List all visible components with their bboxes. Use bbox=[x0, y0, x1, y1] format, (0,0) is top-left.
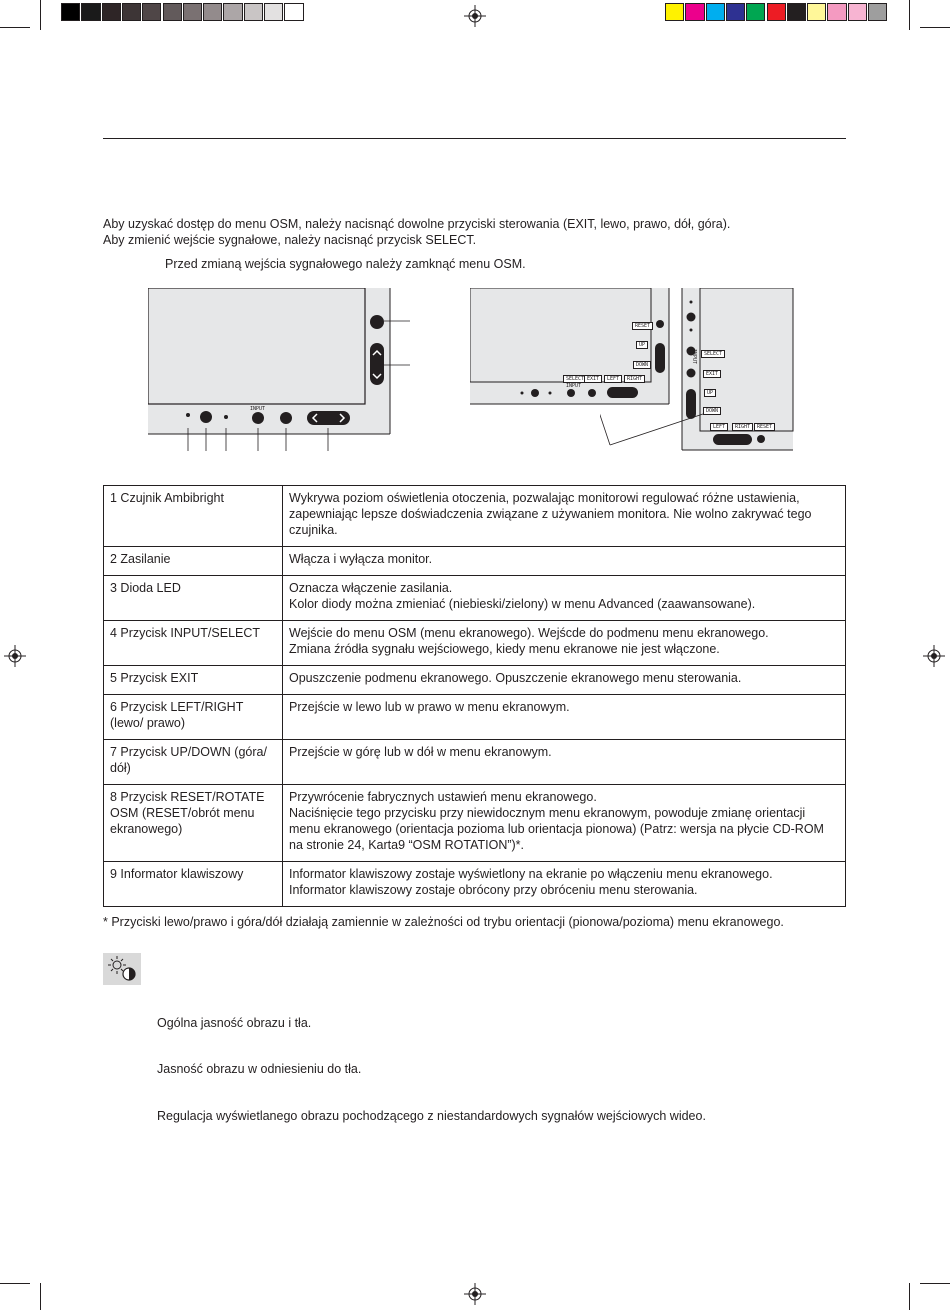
control-name: 4 Przycisk INPUT/SELECT bbox=[104, 621, 283, 666]
description-line: Przywrócenie fabrycznych ustawień menu ekranowego. bbox=[289, 790, 597, 804]
color-swatch bbox=[827, 3, 846, 21]
control-name: 6 Przycisk LEFT/RIGHT (lewo/ prawo) bbox=[104, 695, 283, 740]
description-line: Informator klawiszowy zostaje wyświetlony na ekranie po włączeniu menu ekranowego. bbox=[289, 867, 773, 881]
crop-mark bbox=[920, 27, 950, 28]
color-swatch bbox=[142, 3, 161, 21]
crop-mark bbox=[920, 1283, 950, 1284]
color-swatch bbox=[102, 3, 121, 21]
color-swatch bbox=[746, 3, 765, 21]
intro-line-1: Aby uzyskać dostęp do menu OSM, należy nacisnąć dowolne przyciski sterowania (EXIT, lewo, prawo, dół, góra). bbox=[103, 217, 731, 231]
color-swatch bbox=[122, 3, 141, 21]
video-adjust-description: Regulacja wyświetlanego obrazu pochodzącego z niestandardowych sygnałów wejściowych wideo. bbox=[157, 1109, 706, 1123]
color-swatch bbox=[767, 3, 786, 21]
table-row bbox=[104, 576, 846, 621]
color-swatch bbox=[726, 3, 745, 21]
portrait-label-down: DOWN bbox=[703, 407, 721, 415]
color-swatch bbox=[81, 3, 100, 21]
portrait-label-right: RIGHT bbox=[732, 423, 753, 431]
description-line: Zmiana źródła sygnału wejściowego, kiedy menu ekranowe nie jest włączone. bbox=[289, 642, 720, 656]
crop-mark bbox=[40, 0, 41, 30]
control-description bbox=[283, 862, 846, 907]
bezel-controls-illustration bbox=[148, 288, 418, 454]
description-line: Przejście w górę lub w dół w menu ekranowym. bbox=[289, 745, 552, 759]
osd-label-left: LEFT bbox=[604, 375, 622, 383]
description-line: Opuszczenie podmenu ekranowego. Opuszczenie ekranowego menu sterowania. bbox=[289, 671, 742, 685]
input-label: INPUT bbox=[250, 406, 266, 412]
color-swatch bbox=[223, 3, 242, 21]
crop-mark bbox=[909, 1283, 910, 1310]
color-swatch bbox=[284, 3, 303, 21]
color-swatch bbox=[203, 3, 222, 21]
note-text: Przed zmianą wejścia sygnałowego należy zamknąć menu OSM. bbox=[165, 257, 526, 271]
description-line: Włącza i wyłącza monitor. bbox=[289, 552, 433, 566]
intro-line-2: Aby zmienić wejście sygnałowe, należy nacisnąć przycisk SELECT. bbox=[103, 233, 477, 247]
control-description bbox=[283, 695, 846, 740]
crop-mark bbox=[909, 0, 910, 30]
osd-label-select: SELECT bbox=[563, 375, 587, 383]
crop-mark bbox=[0, 27, 30, 28]
color-swatch bbox=[163, 3, 182, 21]
control-name: 3 Dioda LED bbox=[104, 576, 283, 621]
control-name: 5 Przycisk EXIT bbox=[104, 666, 283, 695]
table-row bbox=[104, 666, 846, 695]
control-description bbox=[283, 785, 846, 862]
control-description bbox=[283, 576, 846, 621]
osd-label-right: RIGHT bbox=[624, 375, 645, 383]
control-description bbox=[283, 666, 846, 695]
contrast-description: Jasność obrazu w odniesieniu do tła. bbox=[157, 1062, 362, 1076]
osd-label-exit: EXIT bbox=[584, 375, 602, 383]
description-line: Przejście w lewo lub w prawo w menu ekranowym. bbox=[289, 700, 570, 714]
control-name: 2 Zasilanie bbox=[104, 547, 283, 576]
portrait-label-exit: EXIT bbox=[703, 370, 721, 378]
color-swatch bbox=[665, 3, 684, 21]
table-row bbox=[104, 740, 846, 785]
table-row bbox=[104, 695, 846, 740]
brightness-contrast-icon bbox=[103, 953, 141, 985]
header-rule bbox=[103, 138, 846, 139]
color-swatch bbox=[787, 3, 806, 21]
control-name: 9 Informator klawiszowy bbox=[104, 862, 283, 907]
color-swatch bbox=[244, 3, 263, 21]
footnote: * Przyciski lewo/prawo i góra/dół działają zamiennie w zależności od trybu orientacji (pionowa/pozioma) menu ekranowego. bbox=[103, 915, 784, 929]
registration-mark-icon bbox=[4, 645, 26, 667]
table-row bbox=[104, 547, 846, 576]
input-label-small: INPUT bbox=[566, 383, 582, 389]
control-name: 7 Przycisk UP/DOWN (góra/ dół) bbox=[104, 740, 283, 785]
control-description bbox=[283, 740, 846, 785]
table-row bbox=[104, 785, 846, 862]
crop-mark bbox=[0, 1283, 30, 1284]
osd-label-down: DOWN bbox=[633, 361, 651, 369]
color-swatch bbox=[848, 3, 867, 21]
color-swatch bbox=[868, 3, 887, 21]
osd-label-reset: RESET bbox=[632, 322, 653, 330]
control-description bbox=[283, 547, 846, 576]
description-line: Oznacza włączenie zasilania. bbox=[289, 581, 453, 595]
control-description bbox=[283, 621, 846, 666]
portrait-input-label: INPUT bbox=[691, 349, 697, 365]
color-swatch bbox=[183, 3, 202, 21]
registration-mark-icon bbox=[923, 645, 945, 667]
color-swatch bbox=[685, 3, 704, 21]
table-row bbox=[104, 621, 846, 666]
description-line: Kolor diody można zmieniać (niebieski/zielony) w menu Advanced (zaawansowane). bbox=[289, 597, 756, 611]
description-line: Wejście do menu OSM (menu ekranowego). Wejścde do podmenu menu ekranowego. bbox=[289, 626, 769, 640]
table-row bbox=[104, 862, 846, 907]
description-line: Naciśnięcie tego przycisku przy niewidocznym menu ekranowym, powoduje zmianę orientacji menu ekranowego (orientacja pozioma lub orientacja pionowa) (Patrz: wersja na płycie CD-ROM na stronie 24, Karta9 “OSM ROTATION”)*. bbox=[289, 806, 824, 852]
portrait-label-select: SELECT bbox=[701, 350, 725, 358]
portrait-label-reset: RESET bbox=[754, 423, 775, 431]
portrait-label-up: UP bbox=[704, 389, 716, 397]
color-swatch bbox=[61, 3, 80, 21]
osd-label-up: UP bbox=[636, 341, 648, 349]
crop-mark bbox=[40, 1283, 41, 1310]
description-line: Wykrywa poziom oświetlenia otoczenia, pozwalając monitorowi regulować różne ustawienia, zapewniając lepsze doświadczenia związane z używaniem monitora. Nie wolno zakrywać tego czujnika. bbox=[289, 491, 812, 537]
registration-mark-icon bbox=[464, 1283, 486, 1305]
control-name: 1 Czujnik Ambibright bbox=[104, 486, 283, 547]
table-row bbox=[104, 486, 846, 547]
description-line: Informator klawiszowy zostaje obrócony przy obróceniu menu sterowania. bbox=[289, 883, 698, 897]
brightness-description: Ogólna jasność obrazu i tła. bbox=[157, 1016, 312, 1030]
intro-text bbox=[103, 216, 730, 248]
control-description bbox=[283, 486, 846, 547]
color-swatch bbox=[264, 3, 283, 21]
registration-mark-icon bbox=[464, 5, 486, 27]
color-swatch bbox=[706, 3, 725, 21]
control-name: 8 Przycisk RESET/ROTATE OSM (RESET/obrót menu ekranowego) bbox=[104, 785, 283, 862]
portrait-label-left: LEFT bbox=[710, 423, 728, 431]
controls-table bbox=[103, 485, 846, 907]
color-swatch bbox=[807, 3, 826, 21]
